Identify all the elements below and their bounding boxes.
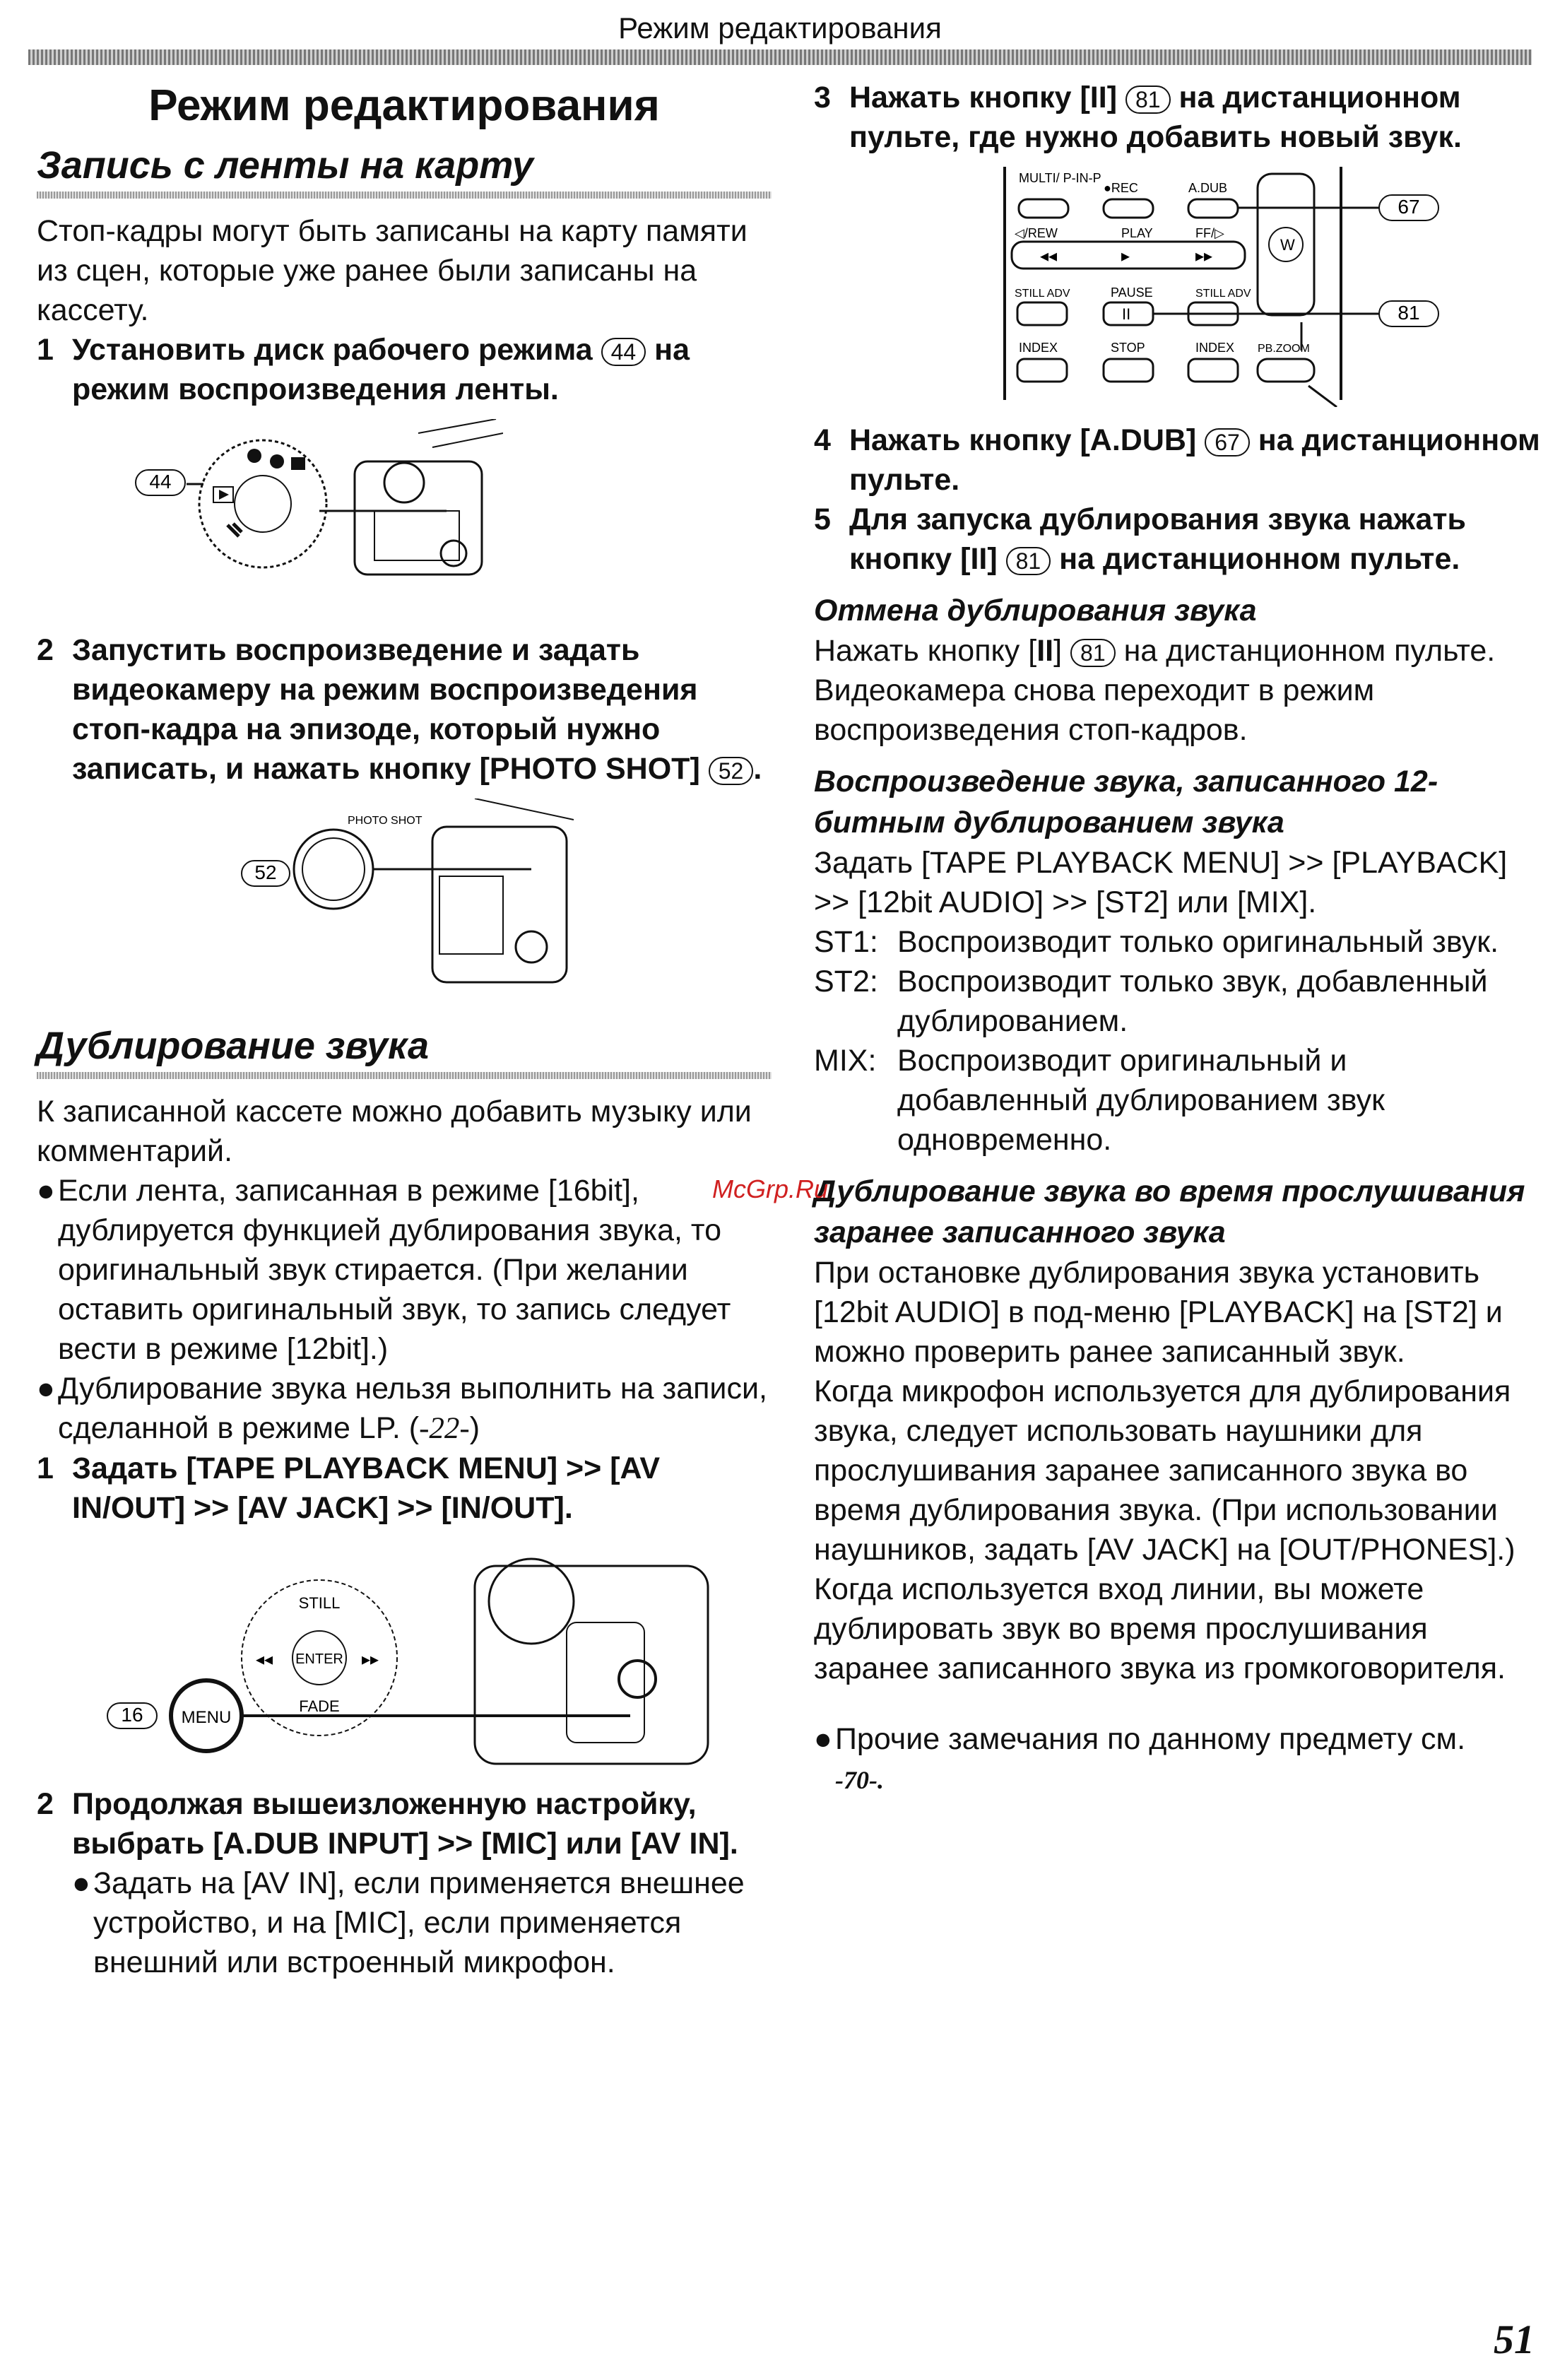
adub-button [1188, 199, 1238, 218]
svg-text:II: II [1122, 305, 1131, 323]
watermark: McGrp.Ru [712, 1174, 829, 1203]
svg-text:▸▸: ▸▸ [362, 1650, 379, 1669]
svg-text:PAUSE: PAUSE [1111, 285, 1153, 300]
step-number: 3 [814, 81, 831, 114]
svg-text:W: W [1280, 236, 1295, 254]
svg-text:▸▸: ▸▸ [1195, 247, 1213, 266]
remote-ref-67: 67 [1398, 196, 1420, 218]
step-number: 4 [814, 423, 831, 457]
step-number: 5 [814, 502, 831, 536]
section-heading-audio-dub: Дублирование звука [37, 1025, 430, 1067]
ref-badge: 81 [1125, 86, 1171, 114]
bullet-16bit: ● Если лента, записанная в режиме [16bit], дублируется функцией дублирования звука, то оригинальный звук стирается. (При желании оставить оригинальный звук, то запись следует вести в режиме [12bit].) [37, 1174, 731, 1366]
svg-text:◂◂: ◂◂ [1040, 247, 1058, 266]
ref-badge: 81 [1070, 639, 1116, 667]
bullet-other-notes: ● Прочие замечания по данному предмету см. -70-. [814, 1722, 1466, 1794]
playback-definitions [814, 922, 1542, 1160]
step-4-adub-remote [814, 420, 1542, 500]
intro-audio-dub: К записанной кассете можно добавить музыку или комментарий. [37, 1095, 752, 1168]
step-number: 2 [37, 1787, 54, 1821]
step-5-start-dub [814, 500, 1542, 579]
cancel-dub-heading: Отмена дублирования звука [814, 594, 1257, 628]
step-number: 1 [37, 333, 54, 367]
ref-badge: 67 [1205, 428, 1250, 456]
def-mix: MIX: Воспроизводит оригинальный и добавленный дублированием звук одновременно. [814, 1044, 1385, 1157]
photo-shot-label: PHOTO SHOT [348, 815, 422, 827]
fig3-ref: 16 [121, 1704, 143, 1726]
left-column [37, 78, 772, 1982]
svg-text:▸: ▸ [1121, 247, 1130, 266]
stop-button [1104, 359, 1153, 382]
step-text: Задать [TAPE PLAYBACK MENU] >> [AV IN/OUT] >> [AV JACK] >> [IN/OUT]. [72, 1451, 661, 1525]
photo-shot-figure [37, 799, 772, 1014]
svg-text:PLAY: PLAY [1121, 226, 1153, 240]
step-1-mode-dial [37, 330, 772, 409]
menu-joystick-figure [37, 1538, 772, 1774]
step-2-photo-shot [37, 630, 772, 789]
multi-button [1019, 199, 1068, 218]
monitor-heading: Дублирование звука во время прослушивания заранее записанного звука [814, 1174, 1525, 1249]
svg-text:STOP: STOP [1111, 341, 1145, 355]
mode-icon [247, 449, 261, 463]
svg-text:STILL: STILL [298, 1594, 341, 1612]
svg-text:FF/▷: FF/▷ [1195, 226, 1224, 240]
svg-text:MULTI/ P-IN-P: MULTI/ P-IN-P [1019, 171, 1101, 185]
rec-button [1104, 199, 1153, 218]
svg-text:STILL ADV: STILL ADV [1195, 288, 1251, 300]
page-title: Режим редактирования [148, 81, 660, 130]
svg-text:●REC: ●REC [1104, 181, 1138, 195]
svg-text:A.DUB: A.DUB [1188, 181, 1228, 195]
cancel-dub-text: Нажать кнопку [II] 81 на дистанционном пульте. [814, 634, 1496, 668]
step-text: Продолжая вышеизложенную настройку, выбрать [A.DUB INPUT] >> [MIC] или [AV IN]. [72, 1787, 738, 1861]
step-text: Установить диск рабочего режима 44 на режим воспроизведения ленты. [72, 333, 690, 406]
running-header: Режим редактирования [618, 11, 942, 45]
cancel-dub-note: Видеокамера снова переходит в режим воспроизведения стоп-кадров. [814, 673, 1375, 747]
step-1-av-jack [37, 1449, 772, 1528]
page-number: 51 [1494, 2316, 1535, 2362]
mode-dial-figure [37, 419, 772, 620]
page-ref: -70-. [835, 1766, 884, 1794]
right-column [814, 78, 1542, 1800]
section-heading-tape-to-card: Запись с ленты на карту [37, 144, 533, 187]
intro-tape-to-card: Стоп-кадры могут быть записаны на карту памяти из сцен, которые уже ранее были записаны на кассету. [37, 214, 748, 327]
step-3-pause-remote [814, 78, 1542, 157]
ref-badge: 81 [1006, 547, 1051, 575]
ref-badge: 52 [709, 757, 754, 785]
monitor-text-1: При остановке дублирования звука установить [12bit AUDIO] в под-меню [PLAYBACK] на [ST2] и можно проверить ранее записанный звук. [814, 1256, 1503, 1369]
remote-control-figure [814, 167, 1542, 411]
fig1-ref: 44 [149, 471, 172, 493]
ref-badge: 44 [601, 338, 646, 366]
heading-rule [37, 1072, 772, 1079]
bullet-av-in-mic: ● Задать на [AV IN], если применяется внешнее устройство, и на [MIC], если применяется внешний или встроенный микрофон. [72, 1866, 745, 1979]
step-number: 2 [37, 633, 54, 667]
remote-ref-81: 81 [1398, 302, 1420, 324]
page-ref: -22- [419, 1412, 470, 1445]
step-text: Для запуска дублирования звука нажать кнопку [II] 81 на дистанционном пульте. [849, 502, 1466, 576]
playback-12bit-heading: Воспроизведение звука, записанного 12-битным дублированием звука [814, 765, 1438, 840]
svg-text:PB.ZOOM: PB.ZOOM [1258, 343, 1310, 355]
step-text: Нажать кнопку [A.DUB] 67 на дистанционном пульте. [849, 423, 1540, 497]
svg-text:INDEX: INDEX [1195, 341, 1235, 355]
svg-text:◁/REW: ◁/REW [1015, 226, 1058, 240]
step-text: Запустить воспроизведение и задать видеокамеру на режим воспроизведения стоп-кадра на эпизоде, который нужно записать, и нажать кнопку [PHOTO SHOT] 52 . [72, 633, 762, 786]
header-bar [28, 49, 1532, 65]
def-st2: ST2: Воспроизводит только звук, добавленный дублированием. [814, 965, 1488, 1038]
playback-12bit-text: Задать [TAPE PLAYBACK MENU] >> [PLAYBACK] >> [12bit AUDIO] >> [ST2] или [MIX]. [814, 846, 1508, 919]
svg-text:FADE: FADE [299, 1697, 340, 1715]
bullet-lp-mode: ● Дублирование звука нельзя выполнить на записи, сделанной в режиме LP. (-22-) [37, 1372, 767, 1445]
fig2-ref: 52 [254, 861, 277, 883]
svg-text:STILL ADV: STILL ADV [1015, 288, 1070, 300]
step-number: 1 [37, 1451, 54, 1485]
step-text: Нажать кнопку [II] 81 на дистанционном пульте, где нужно добавить новый звук. [849, 81, 1462, 154]
heading-rule [37, 192, 772, 199]
svg-text:INDEX: INDEX [1019, 341, 1058, 355]
svg-text:MENU: MENU [181, 1708, 232, 1727]
svg-text:◂◂: ◂◂ [256, 1650, 273, 1669]
step-2-adub-input [37, 1784, 772, 1863]
def-st1: ST1: Воспроизводит только оригинальный звук. [814, 925, 1499, 959]
svg-text:ENTER: ENTER [295, 1651, 343, 1667]
monitor-text-2: Когда микрофон используется для дублирования звука, следует использовать наушники для прослушивания заранее записанного звука во время дублирования звука. (При использовании наушников, задать [AV JACK] на [OUT/PHONES].) Когда используется вход линии, вы можете дублировать звук во время прослушивания заранее записанного звука из громкоговорителя. [814, 1374, 1515, 1685]
